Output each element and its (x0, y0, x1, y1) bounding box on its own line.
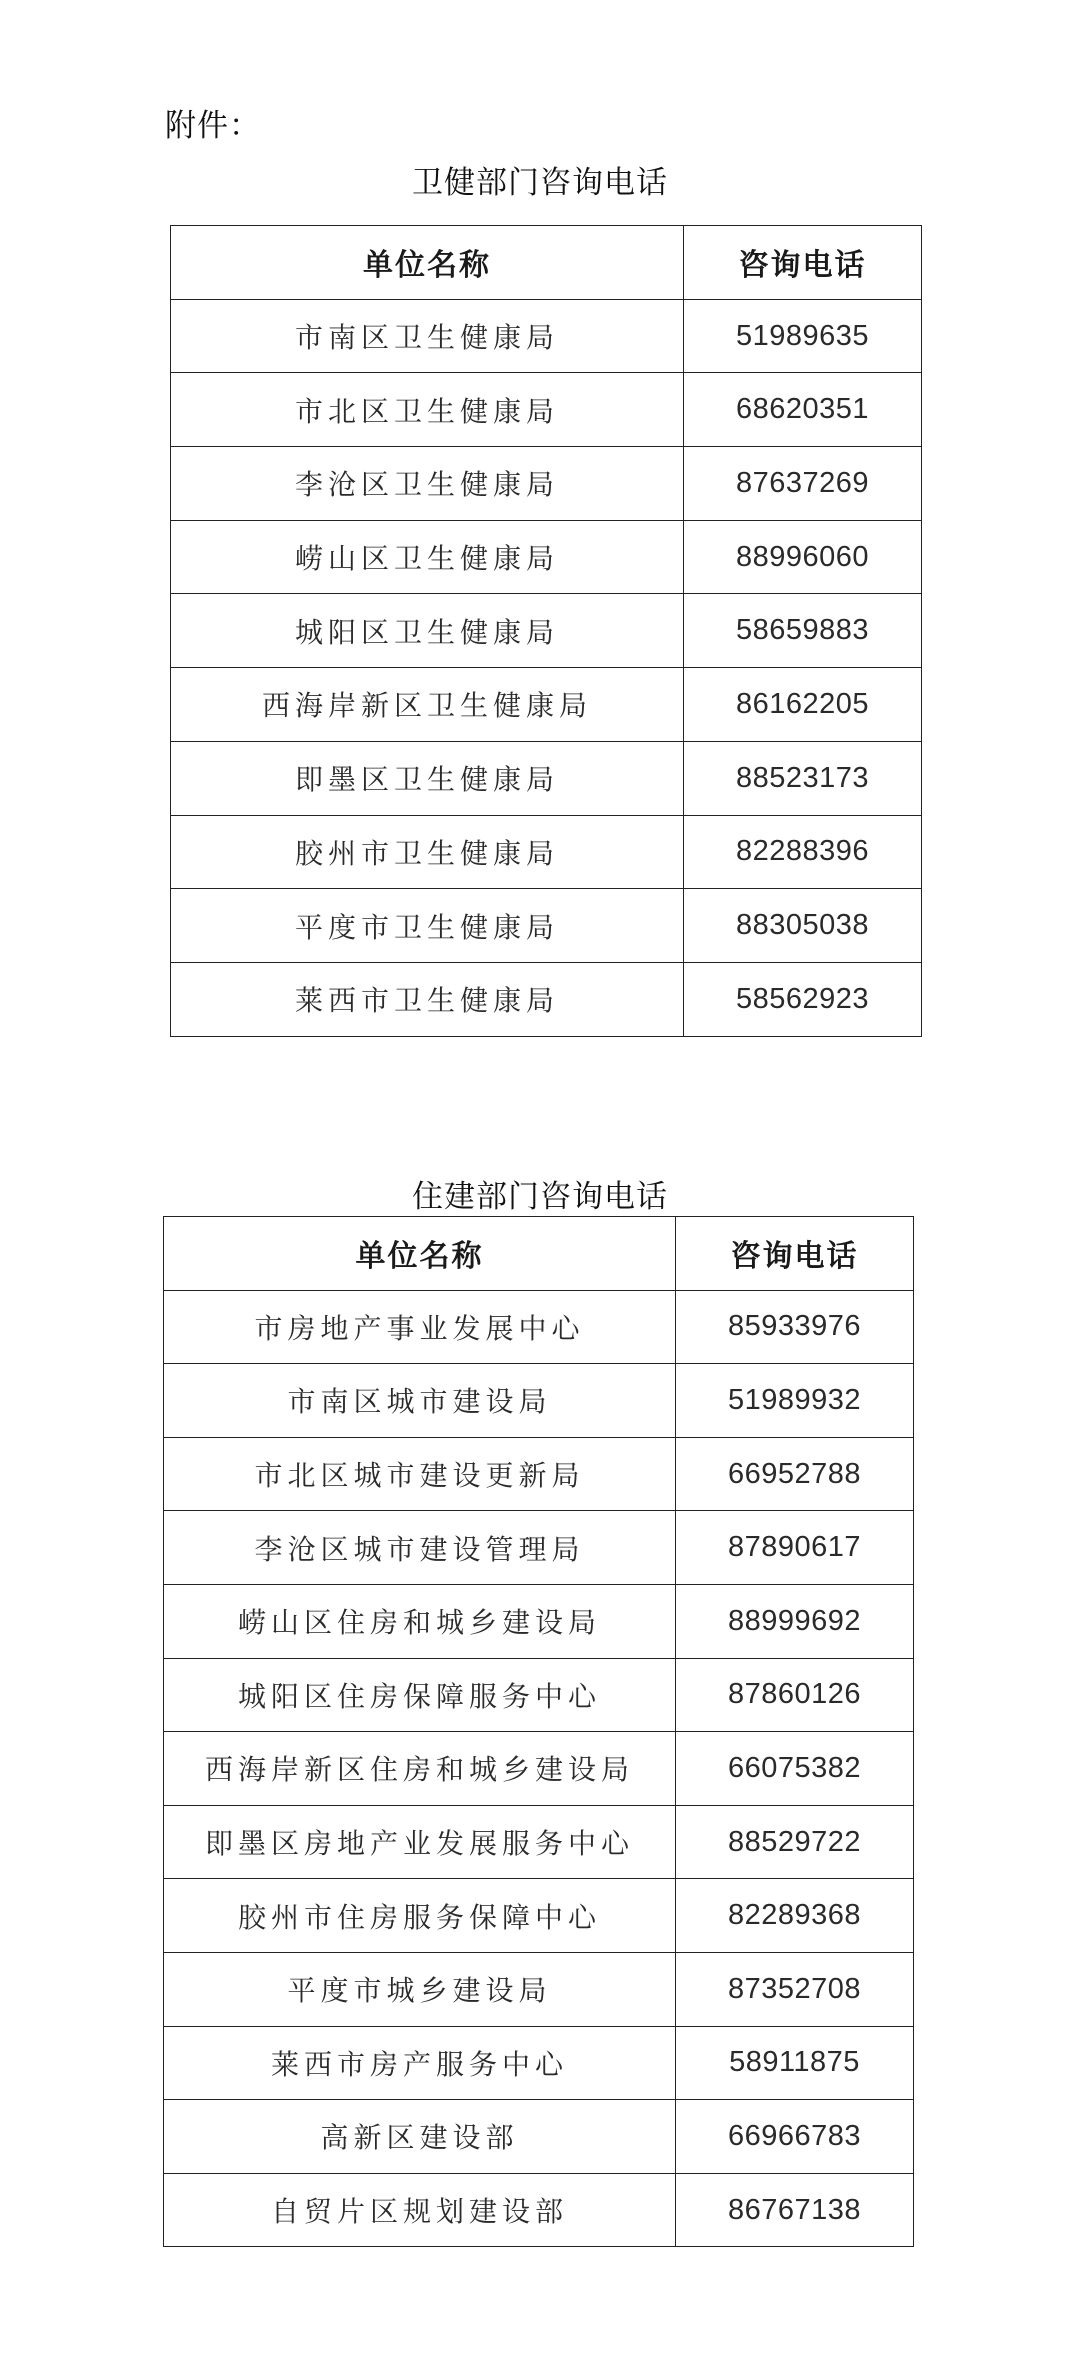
unit-name-cell: 李沧区城市建设管理局 (164, 1511, 676, 1585)
table-header-row (164, 1217, 914, 1291)
table-row (164, 1511, 914, 1585)
phone-cell: 88999692 (676, 1584, 914, 1658)
phone-cell: 88523173 (684, 741, 922, 815)
phone-cell: 66966783 (676, 2100, 914, 2174)
table-row (171, 520, 922, 594)
unit-name-cell: 平度市城乡建设局 (164, 1952, 676, 2026)
table-row (171, 373, 922, 447)
phone-cell: 68620351 (684, 373, 922, 447)
phone-cell: 82289368 (676, 1879, 914, 1953)
unit-name-cell: 西海岸新区住房和城乡建设局 (164, 1732, 676, 1806)
phone-cell: 58562923 (684, 962, 922, 1036)
table-row (171, 668, 922, 742)
table-row (164, 1584, 914, 1658)
table-row (164, 1437, 914, 1511)
phone-cell: 51989635 (684, 299, 922, 373)
unit-name-cell: 胶州市住房服务保障中心 (164, 1879, 676, 1953)
header-unit-name: 单位名称 (164, 1217, 676, 1291)
unit-name-cell: 崂山区住房和城乡建设局 (164, 1584, 676, 1658)
phone-cell: 87352708 (676, 1952, 914, 2026)
unit-name-cell: 城阳区卫生健康局 (171, 594, 684, 668)
unit-name-cell: 崂山区卫生健康局 (171, 520, 684, 594)
table-row (171, 299, 922, 373)
unit-name-cell: 城阳区住房保障服务中心 (164, 1658, 676, 1732)
phone-cell: 87637269 (684, 447, 922, 521)
table-row (164, 1732, 914, 1806)
phone-cell: 86162205 (684, 668, 922, 742)
unit-name-cell: 李沧区卫生健康局 (171, 447, 684, 521)
table-header-row (171, 226, 922, 300)
phone-cell: 88996060 (684, 520, 922, 594)
health-contact-table (170, 225, 922, 1037)
unit-name-cell: 莱西市卫生健康局 (171, 962, 684, 1036)
unit-name-cell: 自贸片区规划建设部 (164, 2173, 676, 2247)
phone-cell: 51989932 (676, 1364, 914, 1438)
unit-name-cell: 即墨区卫生健康局 (171, 741, 684, 815)
phone-cell: 88305038 (684, 889, 922, 963)
table-row (171, 815, 922, 889)
header-unit-name: 单位名称 (171, 226, 684, 300)
unit-name-cell: 即墨区房地产业发展服务中心 (164, 1805, 676, 1879)
phone-cell: 87860126 (676, 1658, 914, 1732)
phone-cell: 58911875 (676, 2026, 914, 2100)
table-row (164, 1658, 914, 1732)
table-row (171, 741, 922, 815)
table-row (171, 447, 922, 521)
table1-title: 卫健部门咨询电话 (412, 165, 668, 201)
table-row (164, 1364, 914, 1438)
table2-title: 住建部门咨询电话 (412, 1179, 668, 1215)
phone-cell: 87890617 (676, 1511, 914, 1585)
table-row (171, 594, 922, 668)
phone-cell: 85933976 (676, 1290, 914, 1364)
table-row (171, 889, 922, 963)
unit-name-cell: 平度市卫生健康局 (171, 889, 684, 963)
unit-name-cell: 市北区卫生健康局 (171, 373, 684, 447)
phone-cell: 58659883 (684, 594, 922, 668)
unit-name-cell: 市南区卫生健康局 (171, 299, 684, 373)
table-row (164, 2026, 914, 2100)
header-phone: 咨询电话 (684, 226, 922, 300)
unit-name-cell: 莱西市房产服务中心 (164, 2026, 676, 2100)
table-row (171, 962, 922, 1036)
table-row (164, 1290, 914, 1364)
table-row (164, 1805, 914, 1879)
unit-name-cell: 西海岸新区卫生健康局 (171, 668, 684, 742)
unit-name-cell: 高新区建设部 (164, 2100, 676, 2174)
table-row (164, 2100, 914, 2174)
phone-cell: 82288396 (684, 815, 922, 889)
unit-name-cell: 胶州市卫生健康局 (171, 815, 684, 889)
housing-contact-table (163, 1216, 914, 2247)
unit-name-cell: 市南区城市建设局 (164, 1364, 676, 1438)
table-row (164, 2173, 914, 2247)
header-phone: 咨询电话 (676, 1217, 914, 1291)
attachment-label: 附件： (165, 108, 261, 144)
table-row (164, 1952, 914, 2026)
phone-cell: 66952788 (676, 1437, 914, 1511)
phone-cell: 86767138 (676, 2173, 914, 2247)
phone-cell: 66075382 (676, 1732, 914, 1806)
unit-name-cell: 市房地产事业发展中心 (164, 1290, 676, 1364)
unit-name-cell: 市北区城市建设更新局 (164, 1437, 676, 1511)
table-row (164, 1879, 914, 1953)
phone-cell: 88529722 (676, 1805, 914, 1879)
